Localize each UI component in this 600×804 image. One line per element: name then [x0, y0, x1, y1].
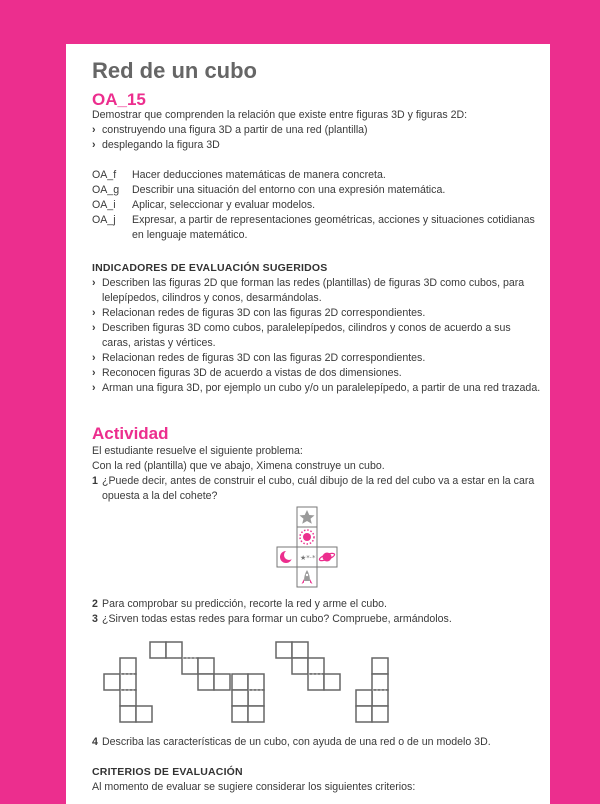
questions-2-3: [92, 597, 542, 627]
oa-intro: Demostrar que comprenden la relación que existe entre figuras 3D y figuras 2D:: [92, 109, 468, 121]
activity-block: [92, 444, 542, 504]
stars-icon: [300, 554, 316, 562]
candidate-net: [276, 642, 340, 690]
candidate-net: [150, 642, 230, 690]
oa-heading: OA_15: [92, 90, 146, 109]
indicator-item-cont: caras, aristas y vértices.: [102, 337, 216, 349]
indicator-item: › Arman una figura 3D, por ejemplo un cubo y/o un paralelepípedo, a partir de una red trazada.: [92, 382, 541, 394]
criteria-heading: CRITERIOS DE EVALUACIÓN: [92, 766, 243, 778]
worksheet-page: [66, 44, 550, 804]
page-title: Red de un cubo: [92, 58, 257, 83]
svg-text:★*·*: ★*·*: [300, 554, 316, 562]
activity-intro-line: El estudiante resuelve el siguiente problema:: [92, 445, 303, 457]
indicator-item: › Relacionan redes de figuras 3D con las figuras 2D correspondientes.: [92, 352, 426, 364]
criteria-intro: Al momento de evaluar se sugiere considerar los siguientes criterios:: [92, 781, 416, 793]
question-2: 2 Para comprobar su predicción, recorte la red y arme el cubo.: [92, 598, 387, 610]
question-4: 4 Describa las características de un cubo, con ayuda de una red o de un modelo 3D.: [92, 736, 491, 748]
oa-item: OA_f Hacer deducciones matemáticas de manera concreta.: [92, 169, 386, 181]
oa-item: OA_g Describir una situación del entorno con una expresión matemática.: [92, 184, 446, 196]
indicator-item: › Relacionan redes de figuras 3D con las figuras 2D correspondientes.: [92, 307, 426, 319]
question-1: 1 ¿Puede decir, antes de construir el cubo, cuál dibujo de la red del cubo va a estar en la cara: [92, 475, 535, 487]
activity-intro-line: Con la red (plantilla) que ve abajo, Ximena construye un cubo.: [92, 460, 385, 472]
oa-items: [92, 168, 542, 243]
indicator-item: › Describen figuras 3D como cubos, paralelepípedos, cilindros y conos de acuerdo a sus: [92, 322, 511, 334]
candidate-net: [232, 674, 264, 722]
candidate-nets-figure: [102, 640, 502, 730]
activity-heading: Actividad: [92, 424, 169, 443]
oa-item: OA_j Expresar, a partir de representaciones geométricas, acciones y situaciones cotidianas: [92, 214, 535, 226]
indicator-item-cont: lelepípedos, cilindros y conos, desarmándolas.: [102, 292, 322, 304]
indicators-list: [92, 276, 542, 396]
question-1-cont: opuesta a la del cohete?: [102, 490, 218, 502]
indicator-item: › Describen las figuras 2D que forman las redes (plantillas) de figuras 3D como cubos, para: [92, 277, 525, 289]
question-3: 3 ¿Sirven todas estas redes para formar un cubo? Compruebe, armándolos.: [92, 613, 452, 625]
indicator-item: › Reconocen figuras 3D de acuerdo a vistas de dos dimensiones.: [92, 367, 402, 379]
cube-net-figure: [266, 506, 350, 610]
oa-bullet: › desplegando la figura 3D: [92, 139, 220, 151]
oa-item-continued: en lenguaje matemático.: [132, 229, 248, 241]
oa-item: OA_i Aplicar, seleccionar y evaluar modelos.: [92, 199, 316, 211]
oa-bullet: › construyendo una figura 3D a partir de una red (plantilla): [92, 124, 368, 136]
indicators-heading: INDICADORES DE EVALUACIÓN SUGERIDOS: [92, 262, 328, 274]
oa-block: [92, 108, 542, 153]
